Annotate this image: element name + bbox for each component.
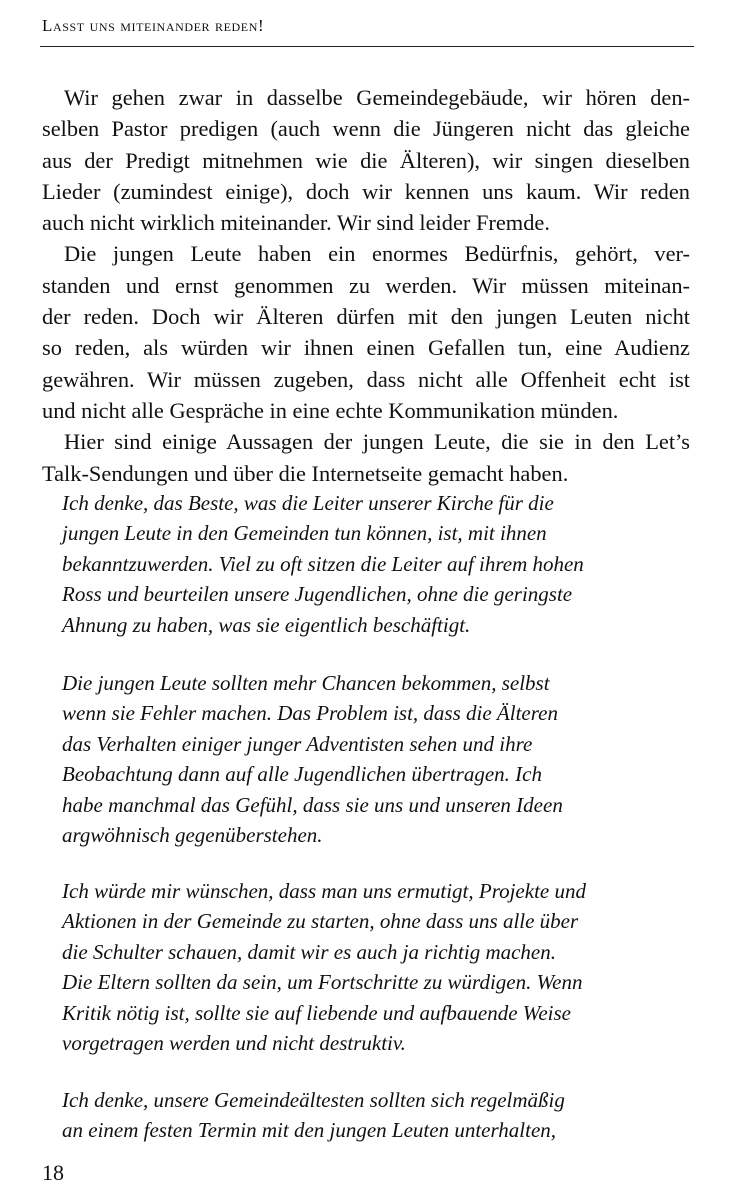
text-line: so reden, als würden wir ihnen einen Gefallen tun, eine Audienz xyxy=(42,335,690,361)
quote-line: Beobachtung dann auf alle Jugendlichen übertragen. Ich xyxy=(62,762,542,787)
paragraph-3 xyxy=(42,426,690,489)
quote-line: habe manchmal das Gefühl, dass sie uns und unseren Ideen xyxy=(62,792,563,817)
quote-line: Ich denke, das Beste, was die Leiter unserer Kirche für die xyxy=(62,491,554,515)
text-line: Lieder (zumindest einige), doch wir kennen uns kaum. Wir reden xyxy=(42,178,690,204)
quote-3 xyxy=(62,876,586,1058)
text-line: Die jungen Leute haben ein enormes Bedürfnis, gehört, ver- xyxy=(64,241,690,267)
quote-line: Die jungen Leute sollten mehr Chancen bekommen, selbst xyxy=(62,671,550,695)
quote-line: Ahnung zu haben, was sie eigentlich beschäftigt. xyxy=(62,612,471,637)
text-line: selben Pastor predigen (auch wenn die Jüngeren nicht das gleiche xyxy=(42,116,690,142)
page-number: 18 xyxy=(42,1160,64,1185)
quote-line: an einem festen Termin mit den jungen Leuten unterhalten, xyxy=(62,1118,557,1143)
quote-line: Ich denke, unsere Gemeindeältesten sollten sich regelmäßig xyxy=(62,1088,565,1112)
quote-line: das Verhalten einiger junger Adventisten sehen und ihre xyxy=(62,731,533,756)
text-line: gewähren. Wir müssen zugeben, dass nicht alle Offenheit echt ist xyxy=(42,366,690,392)
text-line: auch nicht wirklich miteinander. Wir sind leider Fremde. xyxy=(42,210,550,236)
text-line: Hier sind einige Aussagen der jungen Leute, die sie in den Let’s xyxy=(64,429,690,455)
quote-line: Kritik nötig ist, sollte sie auf liebende und aufbauende Weise xyxy=(62,1000,571,1025)
quote-2 xyxy=(62,668,563,850)
text-line: der reden. Doch wir Älteren dürfen mit den jungen Leuten nicht xyxy=(42,304,690,330)
text-line: und nicht alle Gespräche in eine echte Kommunikation münden. xyxy=(42,397,619,423)
quote-line: vorgetragen werden und nicht destruktiv. xyxy=(62,1031,406,1056)
quote-line: die Schulter schauen, damit wir es auch ja richtig machen. xyxy=(62,939,557,964)
quote-line: Die Eltern sollten da sein, um Fortschritte zu würdigen. Wenn xyxy=(62,970,583,995)
quote-line: Aktionen in der Gemeinde zu starten, ohne dass uns alle über xyxy=(62,909,579,934)
quote-line: bekanntzuwerden. Viel zu oft sitzen die Leiter auf ihrem hohen xyxy=(62,551,584,576)
quote-1 xyxy=(62,488,584,640)
text-line: Wir gehen zwar in dasselbe Gemeindegebäude, wir hören den- xyxy=(64,85,690,110)
quote-line: argwöhnisch gegenüberstehen. xyxy=(62,823,323,848)
quote-line: Ich würde mir wünschen, dass man uns ermutigt, Projekte und xyxy=(62,879,586,903)
quote-line: wenn sie Fehler machen. Das Problem ist, dass die Älteren xyxy=(62,701,558,726)
paragraph-1 xyxy=(42,82,690,238)
running-head: Lasst uns miteinander reden! xyxy=(42,16,265,35)
text-line: aus der Predigt mitnehmen wie die Älteren), wir singen dieselben xyxy=(42,147,690,173)
text-line: standen und ernst genommen zu werden. Wir müssen miteinan- xyxy=(42,272,690,298)
header-rule xyxy=(40,46,694,47)
body-text xyxy=(42,82,690,489)
text-line: Talk-Sendungen und über die Internetseite gemacht haben. xyxy=(42,460,569,486)
paragraph-2 xyxy=(42,238,690,426)
quote-4 xyxy=(62,1085,565,1146)
quote-line: jungen Leute in den Gemeinden tun können, ist, mit ihnen xyxy=(62,521,547,546)
quote-line: Ross und beurteilen unsere Jugendlichen, ohne die geringste xyxy=(62,582,573,607)
